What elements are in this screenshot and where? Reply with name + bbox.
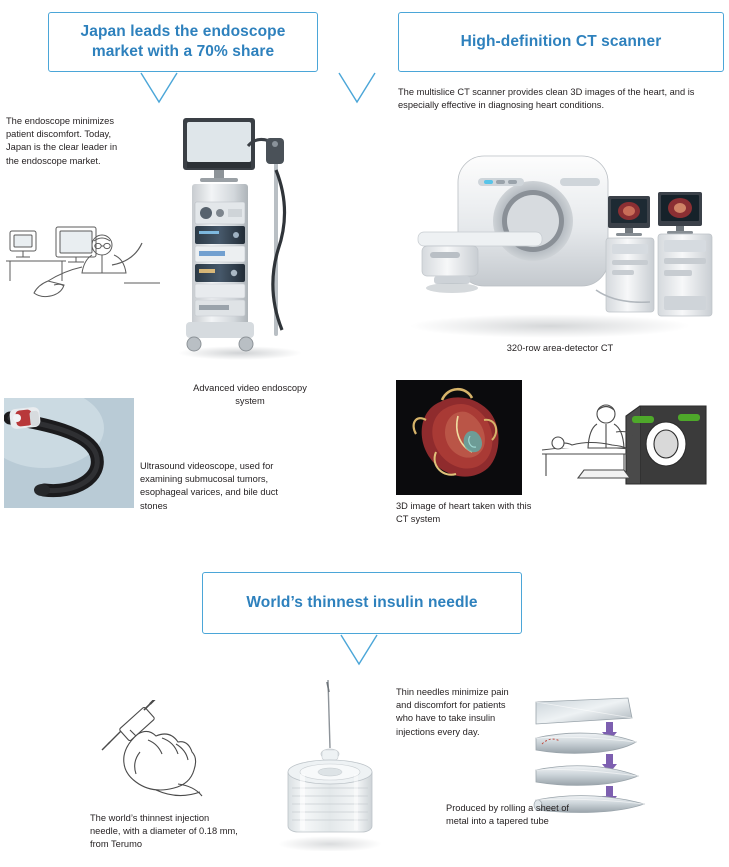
caption-thinnest-needle: The world’s thinnest injection needle, with a diameter of 0.18 mm, from Terumo: [90, 813, 238, 850]
body-insulin-needle: Thin needles minimize pain and discomfort for patients who have to take insulin injections every day.: [396, 687, 509, 737]
doctor-at-monitor-illustration: [4, 205, 164, 300]
body-endoscope: The endoscope minimizes patient discomfort. Today, Japan is the clear leader in the endoscope market.: [6, 116, 118, 166]
caption-heart-3d: 3D image of heart taken with this CT system: [396, 501, 532, 525]
insulin-needle-pack-photo: [266, 676, 396, 851]
body-ct-scanner: The multislice CT scanner provides clean 3D images of the heart, and is especially effective in diagnosing heart conditions.: [398, 87, 695, 111]
callout-insulin-needle: [202, 572, 522, 634]
callout-insulin-needle-text: World’s thinnest insulin needle: [246, 594, 478, 612]
callout-endoscope-text: Japan leads the endoscope market with a 70% share: [80, 23, 286, 60]
callout-ct-scanner-tail: [338, 72, 376, 104]
caption-endoscopy-system: Advanced video endoscopy system: [193, 383, 307, 407]
callout-insulin-needle-tail: [340, 634, 378, 666]
ultrasound-videoscope-photo: [4, 398, 134, 508]
heart-3d-image-photo: [396, 380, 522, 495]
callout-endoscope-tail: [140, 72, 178, 104]
callout-endoscope: [48, 12, 318, 72]
caption-rolling-process: Produced by rolling a sheet of metal into a tapered tube: [446, 803, 570, 827]
ct-scanner-photo: [400, 140, 720, 340]
caption-320-row-ct: 320-row area-detector CT: [506, 343, 614, 353]
callout-ct-scanner: [398, 12, 724, 72]
callout-ct-scanner-text: High-definition CT scanner: [460, 33, 662, 51]
ct-scan-room-illustration: [528, 392, 718, 500]
caption-ultrasound-videoscope: Ultrasound videoscope, used for examining submucosal tumors, esophageal varices, and bile duct stones: [140, 461, 278, 511]
metal-sheet-rolling-diagram: [520, 692, 710, 816]
hand-holding-syringe-illustration: [86, 700, 246, 800]
video-endoscopy-tower-photo: [170, 110, 330, 360]
